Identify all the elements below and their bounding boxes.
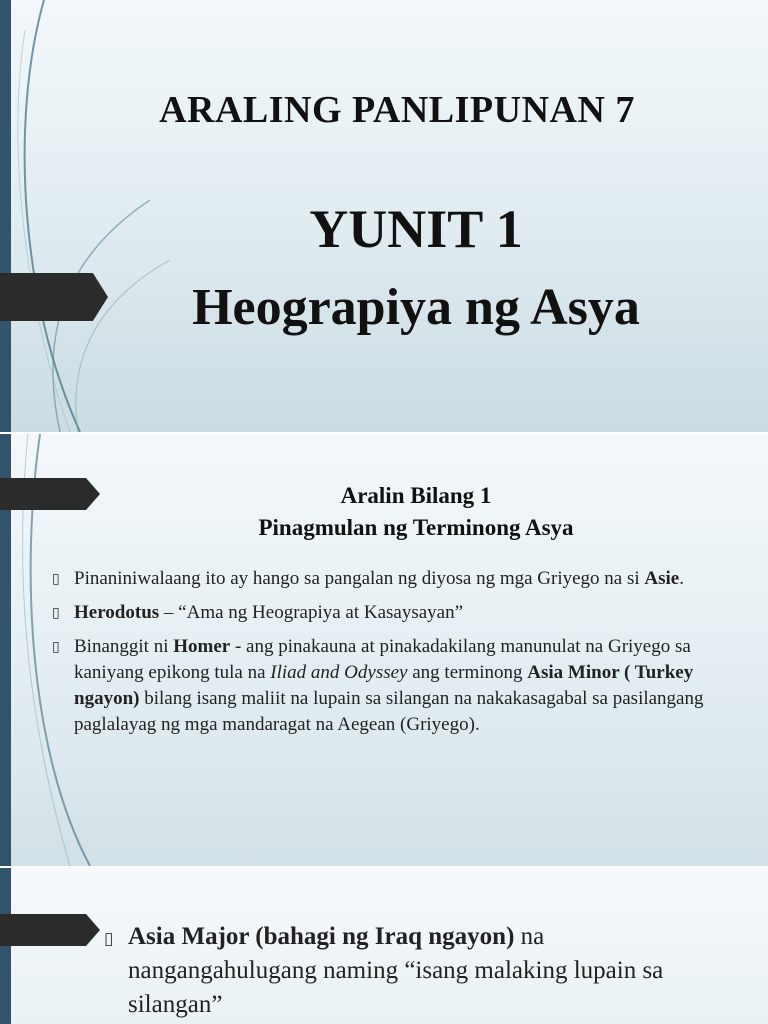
bullet-marker: ▯ <box>52 639 60 655</box>
bullet-marker: ▯ <box>52 571 60 587</box>
list-item: ▯ Asia Major (bahagi ng Iraq ngayon) na nangangahulugang naming “isang malaking lupain sa silangan” <box>104 923 664 1018</box>
lesson-number: Aralin Bilang 1 <box>340 483 492 508</box>
arrow-shape <box>0 914 100 946</box>
bullet-marker: ▯ <box>104 929 114 949</box>
slide-title <box>0 0 768 432</box>
subject-title: ARALING PANLIPUNAN 7 <box>159 89 635 131</box>
slide-asia-major <box>0 868 768 1024</box>
slide-lesson <box>0 434 768 866</box>
list-item: ▯ Herodotus – “Ama ng Heograpiya at Kasaysayan” <box>50 600 740 626</box>
bullet-list <box>50 566 740 746</box>
lesson-title: Pinagmulan ng Terminong Asya <box>258 515 574 540</box>
lesson-heading <box>0 480 768 544</box>
bullet-list <box>104 920 734 1022</box>
unit-subtitle: Heograpiya ng Asya <box>192 279 640 336</box>
bullet-marker: ▯ <box>52 605 60 621</box>
left-accent-bar <box>0 868 11 1024</box>
unit-title: YUNIT 1 <box>309 199 523 259</box>
list-item: ▯ Pinaniniwalaang ito ay hango sa pangalan ng diyosa ng mga Griyego na si Asie. <box>50 566 740 592</box>
list-item: ▯ Binanggit ni Homer - ang pinakauna at pinakadakilang manunulat na Griyego sa kaniyang epikong tula na Iliad and Odyssey ang terminong Asia Minor ( Turkey ngayon) bilang isang maliit na lupain sa silangan na nakakasagabal sa pasilangang paglalayag ng mga mandaragat na Aegean (Griyego). <box>52 636 704 735</box>
